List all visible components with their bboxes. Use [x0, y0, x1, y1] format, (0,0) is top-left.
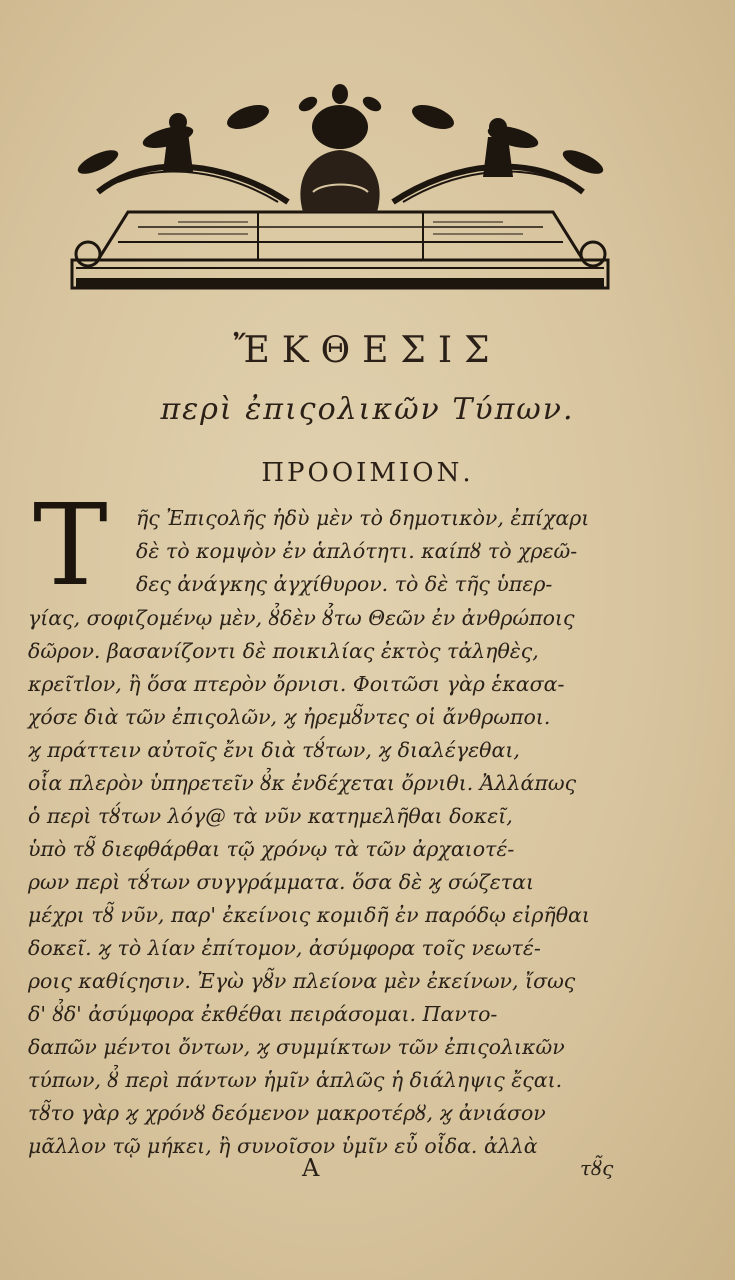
text-line: κρεῖτlον, ἢ ὅσα πτερὸν ὄρνισι. Φοιτῶσι γὰρ ἑκασα-: [28, 672, 565, 696]
text-line: οἷα πλερὸν ὑπηρετεῖν ȣ̉κ ἐνδέχεται ὄρνιθι. Ἀλλάπως: [28, 771, 577, 795]
text-line: τύπων, ȣ̉ περὶ πάντων ἡμῖν ἁπλῶς ἡ διάληψις ἔςαι.: [28, 1068, 563, 1092]
text-line: μέχρι τȣ̃ νῦν, παρ' ἐκείνοις κομιδῆ ἐν παρόδῳ εἰρῆθαι: [28, 903, 590, 927]
text-line: δες ἀνάγκης ἀγχίθυρον. τὸ δὲ τῆς ὑπερ-: [136, 572, 553, 596]
text-line: δῶρον. βασανίζοντι δὲ ποικιλίας ἐκτὸς τἀληθὲς,: [28, 639, 539, 663]
drop-cap: T: [33, 481, 108, 611]
text-line: ρων περὶ τȣ́των συγγράμματα. ὅσα δὲ ϗ σώζεται: [28, 870, 534, 894]
text-line: δ' ȣ̉δ' ἀσύμφορα ἐκθέθαι πειράσομαι. Παντο-: [28, 1002, 498, 1026]
text-line: γίας, σοφιζομένῳ μὲν, ȣ̉δὲν ȣ̉́τω Θεῶν ἐν ἀνθρώποις: [28, 606, 575, 630]
text-line: δοκεῖ. ϗ τὸ λίαν ἐπίτομον, ἀσύμφορα τοῖς νεωτέ-: [28, 936, 541, 960]
text-line: ϗ πράττειν αὐτοῖς ἔνι διὰ τȣ́των, ϗ διαλέγεθαι,: [28, 738, 520, 762]
text-line: δαπῶν μέντοι ὄντων, ϗ συμμίκτων τῶν ἐπιςολικῶν: [28, 1035, 565, 1059]
text-line: ροις καθίςησιν. Ἐγὼ γȣ̃ν πλείονα μὲν ἐκείνων, ἴσως: [28, 969, 576, 993]
catchword: τȣ̃ς: [580, 1156, 614, 1180]
signature-mark: A: [302, 1154, 320, 1182]
section-heading: ΠΡΟΟΙΜΙΟΝ.: [261, 458, 474, 488]
text-line: μᾶλλον τῷ μήκει, ἢ συνοῖσον ὑμῖν εὖ οἶδα. ἀλλὰ: [28, 1134, 538, 1158]
text-line: ὁ περὶ τȣ́των λόγ@ τὰ νῦν κατημελῆθαι δοκεῖ,: [28, 804, 513, 828]
page-subtitle: περὶ ἐπιςολικῶν Τύπων.: [160, 392, 575, 427]
text-line: τȣ̃το γὰρ ϗ χρόνȣ δεόμενον μακροτέρȣ, ϗ ἀνιάσον: [28, 1101, 546, 1125]
page-title: ἜΚΘΕΣΙΣ: [233, 330, 502, 371]
text-line: δὲ τὸ κομψὸν ἐν ἁπλότητι. καίπȣ τὸ χρεῶ-: [136, 539, 578, 563]
text-line: ῆς Ἐπιςολῆς ἡδὺ μὲν τὸ δημοτικὸν, ἐπίχαρι: [136, 506, 590, 530]
ornamental-headpiece: [58, 82, 623, 297]
text-line: ὑπὸ τȣ̃ διεφθάρθαι τῷ χρόνῳ τὰ τῶν ἀρχαιοτέ-: [28, 837, 515, 861]
text-line: χόσε διὰ τῶν ἐπιςολῶν, ϗ ἠρεμȣ̃ντες οἱ ἄνθρωποι.: [28, 705, 551, 729]
